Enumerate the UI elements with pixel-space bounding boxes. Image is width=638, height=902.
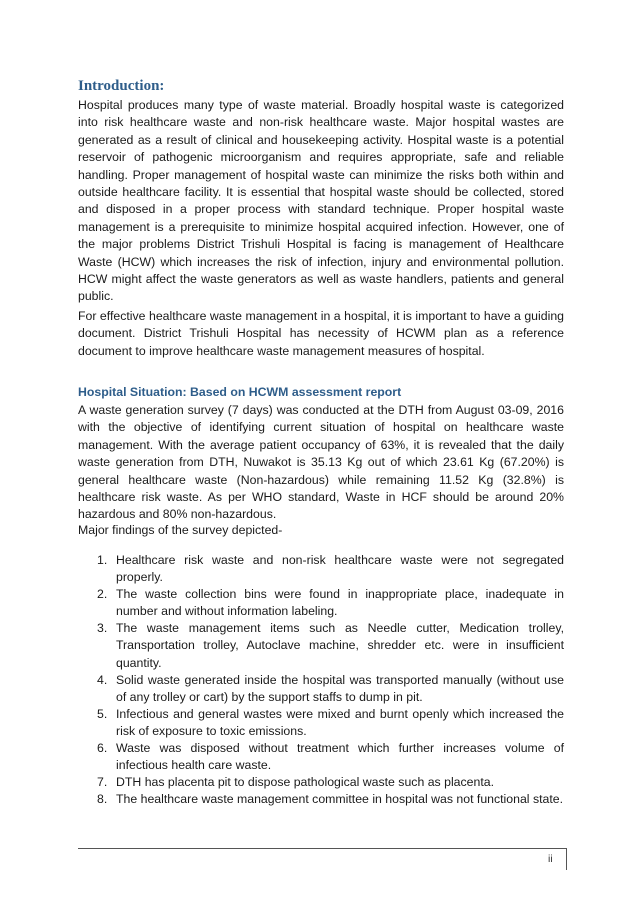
footer-vertical-rule xyxy=(566,848,567,870)
list-item-number: 4. xyxy=(97,672,108,687)
list-item-text: The waste collection bins were found in inappropriate place, inadequate in number and without information labeling. xyxy=(116,587,564,619)
list-item-text: Infectious and general wastes were mixed and burnt openly which increased the risk of exposure to toxic emissions. xyxy=(116,706,564,738)
list-item-number: 6. xyxy=(97,741,108,756)
list-item-number: 7. xyxy=(97,775,108,790)
findings-intro: Major findings of the survey depicted- xyxy=(78,523,283,537)
list-item xyxy=(78,620,564,671)
list-item-text: Solid waste generated inside the hospital was transported manually (without use of any trolley or cart) by the support staffs to dump in pit. xyxy=(116,672,564,704)
list-item xyxy=(78,586,564,620)
list-item-text: The healthcare waste management committee in hospital was not functional state. xyxy=(116,792,564,807)
introduction-heading xyxy=(78,78,164,95)
list-item xyxy=(78,672,564,706)
list-item xyxy=(78,791,564,808)
list-item xyxy=(78,774,564,791)
introduction-paragraph-1: Hospital produces many type of waste material. Broadly hospital waste is categorized into risk healthcare waste and non-risk healthcare waste. Major hospital wastes are generated as a result of clinical and housekeeping activity. Hospital waste is a potential reservoir of pathogenic microorganism and requires appropriate, safe and reliable handling. Proper management of hospital waste can minimize the risks both within and outside healthcare facility. It is essential that hospital waste should be collected, stored and disposed in a proper process with standard technique. Proper hospital waste management is a prerequisite to minimize hospital acquired infection. However, one of the major problems District Trishuli Hospital is facing is management of Healthcare Waste (HCW) which increases the risk of infection, injury and environmental pollution. HCW might affect the waste generators as well as waste handlers, patients and general public. xyxy=(78,98,564,304)
situation-paragraph: A waste generation survey (7 days) was conducted at the DTH from August 03-09, 2016 with the objective of identifying current situation of hospital on healthcare waste management. With the average patient occupancy of 63%, it is revealed that the daily waste generation from DTH, Nuwakot is 35.13 Kg out of which 23.61 Kg (67.20%) is general healthcare waste (Non-hazardous) while remaining 11.52 Kg (32.8%) is healthcare risk waste. As per WHO standard, Waste in HCF should be around 20% hazardous and 80% non-hazardous. xyxy=(78,403,564,522)
introduction-heading-text: Introduction xyxy=(78,78,160,94)
introduction-heading-colon: : xyxy=(159,78,165,94)
list-item-number: 2. xyxy=(97,587,108,602)
list-item xyxy=(78,552,564,586)
list-item-number: 8. xyxy=(97,792,108,807)
footer-divider xyxy=(78,848,566,849)
findings-list xyxy=(78,552,564,808)
list-item xyxy=(78,740,564,774)
introduction-paragraph-2: For effective healthcare waste management in a hospital, it is important to have a guiding document. District Trishuli Hospital has necessity of HCWM plan as a reference document to improve healthcare waste management measures of hospital. xyxy=(78,309,564,358)
list-item-number: 3. xyxy=(97,621,108,636)
list-item xyxy=(78,706,564,740)
list-item-text: Healthcare risk waste and non-risk healthcare waste were not segregated properly. xyxy=(116,553,564,585)
list-item-text: DTH has placenta pit to dispose pathological waste such as placenta. xyxy=(116,775,495,790)
situation-heading: Hospital Situation: Based on HCWM assessment report xyxy=(78,385,402,399)
page-number: ii xyxy=(548,853,553,865)
list-item-number: 5. xyxy=(97,706,108,721)
list-item-text: Waste was disposed without treatment which further increases volume of infectious health care waste. xyxy=(116,741,564,773)
list-item-text: The waste management items such as Needle cutter, Medication trolley, Transportation trolley, Autoclave machine, shredder etc. were in insufficient quantity. xyxy=(116,621,564,670)
list-item-number: 1. xyxy=(97,553,108,567)
